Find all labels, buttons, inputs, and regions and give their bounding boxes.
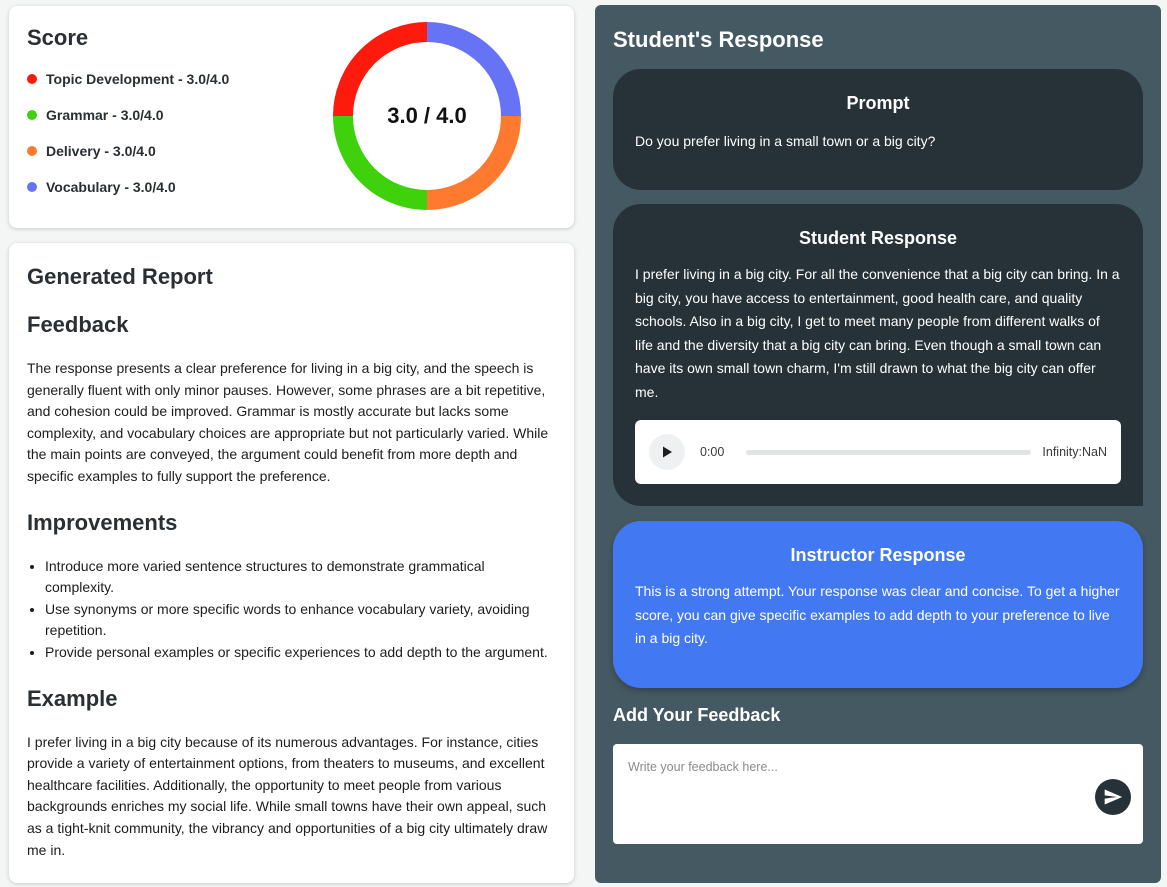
panel-title: Student's Response bbox=[613, 27, 824, 52]
legend-color-dot bbox=[27, 146, 37, 156]
audio-seek-bar[interactable] bbox=[746, 450, 1031, 455]
send-feedback-button[interactable] bbox=[1095, 779, 1131, 815]
instructor-response-heading: Instructor Response bbox=[790, 545, 966, 565]
prompt-text: Do you prefer living in a small town or a big city? bbox=[635, 133, 936, 149]
prompt-heading: Prompt bbox=[846, 93, 910, 113]
score-legend-label: Delivery - 3.0/4.0 bbox=[46, 143, 156, 159]
example-text: I prefer living in a big city because of its numerous advantages. For instance, cities provide a variety of entertainment options, from theaters to museums, and excellent healthcare facilities. Additionally, the opportunity to meet people from various backgrounds enriches my social life. While small towns have their own appeal, such as a tight-knit community, the vibrancy and opportunities of a big city ultimately draw me in. bbox=[27, 733, 548, 858]
audio-player bbox=[635, 420, 1121, 484]
list-item: • Use synonyms or more specific words to enhance vocabulary variety, avoiding repetition. bbox=[45, 599, 556, 642]
score-legend-item bbox=[27, 169, 229, 205]
prompt-bubble bbox=[613, 69, 1143, 190]
audio-current-time: 0:00 bbox=[700, 445, 725, 459]
score-card bbox=[9, 6, 574, 228]
feedback-input[interactable] bbox=[613, 744, 1083, 844]
score-title: Score bbox=[27, 25, 89, 50]
instructor-response-text: This is a strong attempt. Your response was clear and concise. To get a higher score, you can give specific examples to add depth to your preference to live in a big city. bbox=[635, 583, 1120, 647]
legend-color-dot bbox=[27, 182, 37, 192]
score-legend-item bbox=[27, 61, 229, 97]
improvements-list bbox=[27, 556, 556, 664]
score-legend bbox=[27, 61, 229, 205]
score-legend-label: Topic Development - 3.0/4.0 bbox=[46, 71, 230, 87]
feedback-text: The response presents a clear preference for living in a big city, and the speech is generally fluent with only minor pauses. However, some phrases are a bit repetitive, and cohesion could be improved. Grammar is mostly accurate but lacks some complexity, and vocabulary choices are appropriate but not particularly varied. While the main points are conveyed, the argument could benefit from more depth and specific examples to fully support the preference. bbox=[27, 360, 549, 484]
score-legend-label: Vocabulary - 3.0/4.0 bbox=[46, 179, 176, 195]
feedback-heading: Feedback bbox=[27, 312, 129, 337]
report-card bbox=[9, 243, 574, 883]
play-button[interactable] bbox=[649, 434, 685, 470]
list-item: • Provide personal examples or specific experiences to add depth to the argument. bbox=[45, 642, 556, 664]
list-item: • Introduce more varied sentence structures to demonstrate grammatical complexity. bbox=[45, 556, 556, 599]
improvements-heading: Improvements bbox=[27, 509, 178, 535]
student-response-heading: Student Response bbox=[798, 228, 958, 248]
score-total-label: 3.0 / 4.0 bbox=[387, 103, 467, 128]
add-feedback-heading: Add Your Feedback bbox=[613, 705, 781, 725]
example-heading: Example bbox=[27, 685, 118, 711]
legend-color-dot bbox=[27, 74, 37, 84]
student-response-panel bbox=[595, 5, 1161, 883]
audio-duration: Infinity:NaN bbox=[1042, 445, 1107, 459]
feedback-box bbox=[613, 744, 1143, 844]
student-response-text: I prefer living in a big city. For all the convenience that a big city can bring. In a big city, you have access to entertainment, good health care, and quality schools. Also in a big city, I get to meet many people from different walks of life and the diversity that a big city can bring. Even though a small town can have its own small town charm, I'm still drawn to what the big city can offer me. bbox=[635, 266, 1120, 400]
report-title: Generated Report bbox=[27, 264, 213, 289]
play-icon bbox=[660, 445, 674, 459]
score-legend-item bbox=[27, 133, 229, 169]
send-icon bbox=[1103, 787, 1123, 807]
legend-color-dot bbox=[27, 110, 37, 120]
instructor-response-bubble bbox=[613, 521, 1143, 688]
student-response-bubble bbox=[613, 204, 1143, 506]
score-legend-item bbox=[27, 97, 229, 133]
score-legend-label: Grammar - 3.0/4.0 bbox=[46, 107, 164, 123]
